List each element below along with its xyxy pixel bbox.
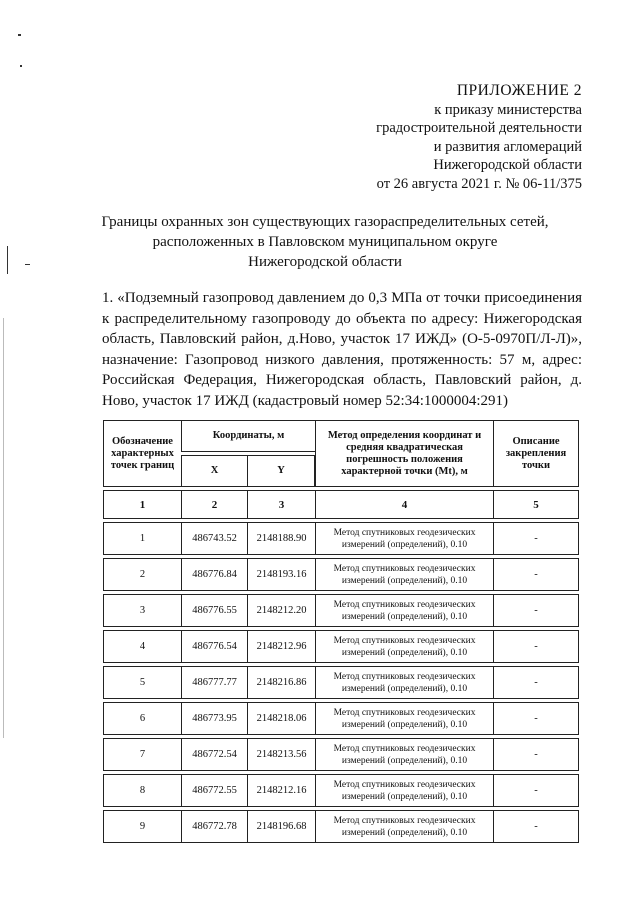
document-title xyxy=(60,212,590,272)
y-cell: 2148213.56 xyxy=(247,738,315,771)
col-method-header: Метод определения координат и средняя квадратическая погрешность положения характерной точки (Mt), м xyxy=(315,420,493,487)
point-cell: 9 xyxy=(103,810,181,843)
col-number: 5 xyxy=(493,490,579,519)
method-cell: Метод спутниковых геодезических измерений (определений), 0.10 xyxy=(315,810,493,843)
x-cell: 486776.55 xyxy=(181,594,247,627)
point-cell: 4 xyxy=(103,630,181,663)
x-cell: 486776.84 xyxy=(181,558,247,591)
x-cell: 486743.52 xyxy=(181,522,247,555)
method-cell: Метод спутниковых геодезических измерений (определений), 0.10 xyxy=(315,630,493,663)
object-description: 1. «Подземный газопровод давлением до 0,3 МПа от точки присоединения к распределительному газопроводу до объекта по адресу: Нижегородская область, Павловский район, д.Ново, участок 17 ИЖД» (О-5-0970П/Л-Л)», назначение: Газопровод низкого давления, протяженность: 57 м, адрес: Российская Федерация, Нижегородская область, Павловский район, д. Ново, участок 17 ИЖД (кадастровый номер 52:34:1000004:291) xyxy=(102,290,582,409)
y-cell: 2148193.16 xyxy=(247,558,315,591)
method-cell: Метод спутниковых геодезических измерений (определений), 0.10 xyxy=(315,666,493,699)
col-coords-header: Координаты, м xyxy=(181,420,315,452)
method-cell: Метод спутниковых геодезических измерений (определений), 0.10 xyxy=(315,738,493,771)
col-desc-header: Описание закрепления точки xyxy=(493,420,579,487)
table-row xyxy=(103,774,579,807)
x-cell: 486777.77 xyxy=(181,666,247,699)
method-cell: Метод спутниковых геодезических измерений (определений), 0.10 xyxy=(315,774,493,807)
desc-cell: - xyxy=(493,666,579,699)
order-date-number: от 26 августа 2021 г. № 06-11/375 xyxy=(376,175,582,192)
col-number: 1 xyxy=(103,490,181,519)
col-number: 2 xyxy=(181,490,247,519)
y-cell: 2148216.86 xyxy=(247,666,315,699)
y-cell: 2148196.68 xyxy=(247,810,315,843)
desc-cell: - xyxy=(493,810,579,843)
method-cell: Метод спутниковых геодезических измерений (определений), 0.10 xyxy=(315,558,493,591)
header-line: и развития агломераций xyxy=(433,138,582,155)
table-row xyxy=(103,594,579,627)
table-row xyxy=(103,522,579,555)
col-number: 4 xyxy=(315,490,493,519)
method-cell: Метод спутниковых геодезических измерений (определений), 0.10 xyxy=(315,522,493,555)
x-cell: 486773.95 xyxy=(181,702,247,735)
table-row xyxy=(103,630,579,663)
y-cell: 2148212.20 xyxy=(247,594,315,627)
desc-cell: - xyxy=(493,702,579,735)
x-cell: 486776.54 xyxy=(181,630,247,663)
desc-cell: - xyxy=(493,738,579,771)
desc-cell: - xyxy=(493,774,579,807)
point-cell: 7 xyxy=(103,738,181,771)
desc-cell: - xyxy=(493,558,579,591)
col-number: 3 xyxy=(247,490,315,519)
scan-line xyxy=(7,246,8,274)
appendix-header xyxy=(322,82,582,194)
y-cell: 2148218.06 xyxy=(247,702,315,735)
x-cell: 486772.54 xyxy=(181,738,247,771)
coordinates-table xyxy=(103,417,579,846)
table-body xyxy=(103,522,579,843)
scan-speck xyxy=(20,65,22,67)
y-cell: 2148212.16 xyxy=(247,774,315,807)
x-cell: 486772.55 xyxy=(181,774,247,807)
point-cell: 2 xyxy=(103,558,181,591)
title-line: Границы охранных зон существующих газораспределительных сетей, xyxy=(101,214,549,230)
title-line: Нижегородской области xyxy=(248,254,402,270)
y-cell: 2148188.90 xyxy=(247,522,315,555)
method-cell: Метод спутниковых геодезических измерений (определений), 0.10 xyxy=(315,702,493,735)
x-cell: 486772.78 xyxy=(181,810,247,843)
header-line: к приказу министерства xyxy=(434,101,582,118)
header-line: градостроительной деятельности xyxy=(376,120,582,137)
scan-line xyxy=(3,318,4,738)
point-cell: 6 xyxy=(103,702,181,735)
desc-cell: - xyxy=(493,630,579,663)
table-row xyxy=(103,666,579,699)
point-cell: 5 xyxy=(103,666,181,699)
column-numbers-row xyxy=(103,490,579,519)
table-row xyxy=(103,702,579,735)
point-cell: 3 xyxy=(103,594,181,627)
scan-speck xyxy=(25,264,30,265)
table-row xyxy=(103,810,579,843)
col-point-header: Обозначение характерных точек границ xyxy=(103,420,181,487)
y-cell: 2148212.96 xyxy=(247,630,315,663)
point-cell: 1 xyxy=(103,522,181,555)
col-x-header: X xyxy=(181,455,247,487)
appendix-number: ПРИЛОЖЕНИЕ 2 xyxy=(456,82,582,99)
scan-speck xyxy=(18,34,21,36)
point-cell: 8 xyxy=(103,774,181,807)
method-cell: Метод спутниковых геодезических измерений (определений), 0.10 xyxy=(315,594,493,627)
table-row xyxy=(103,738,579,771)
title-line: расположенных в Павловском муниципальном округе xyxy=(152,234,498,250)
table-header-row xyxy=(103,420,579,452)
desc-cell: - xyxy=(493,522,579,555)
table-row xyxy=(103,558,579,591)
header-line: Нижегородской области xyxy=(433,157,582,174)
desc-cell: - xyxy=(493,594,579,627)
col-y-header: Y xyxy=(247,455,315,487)
